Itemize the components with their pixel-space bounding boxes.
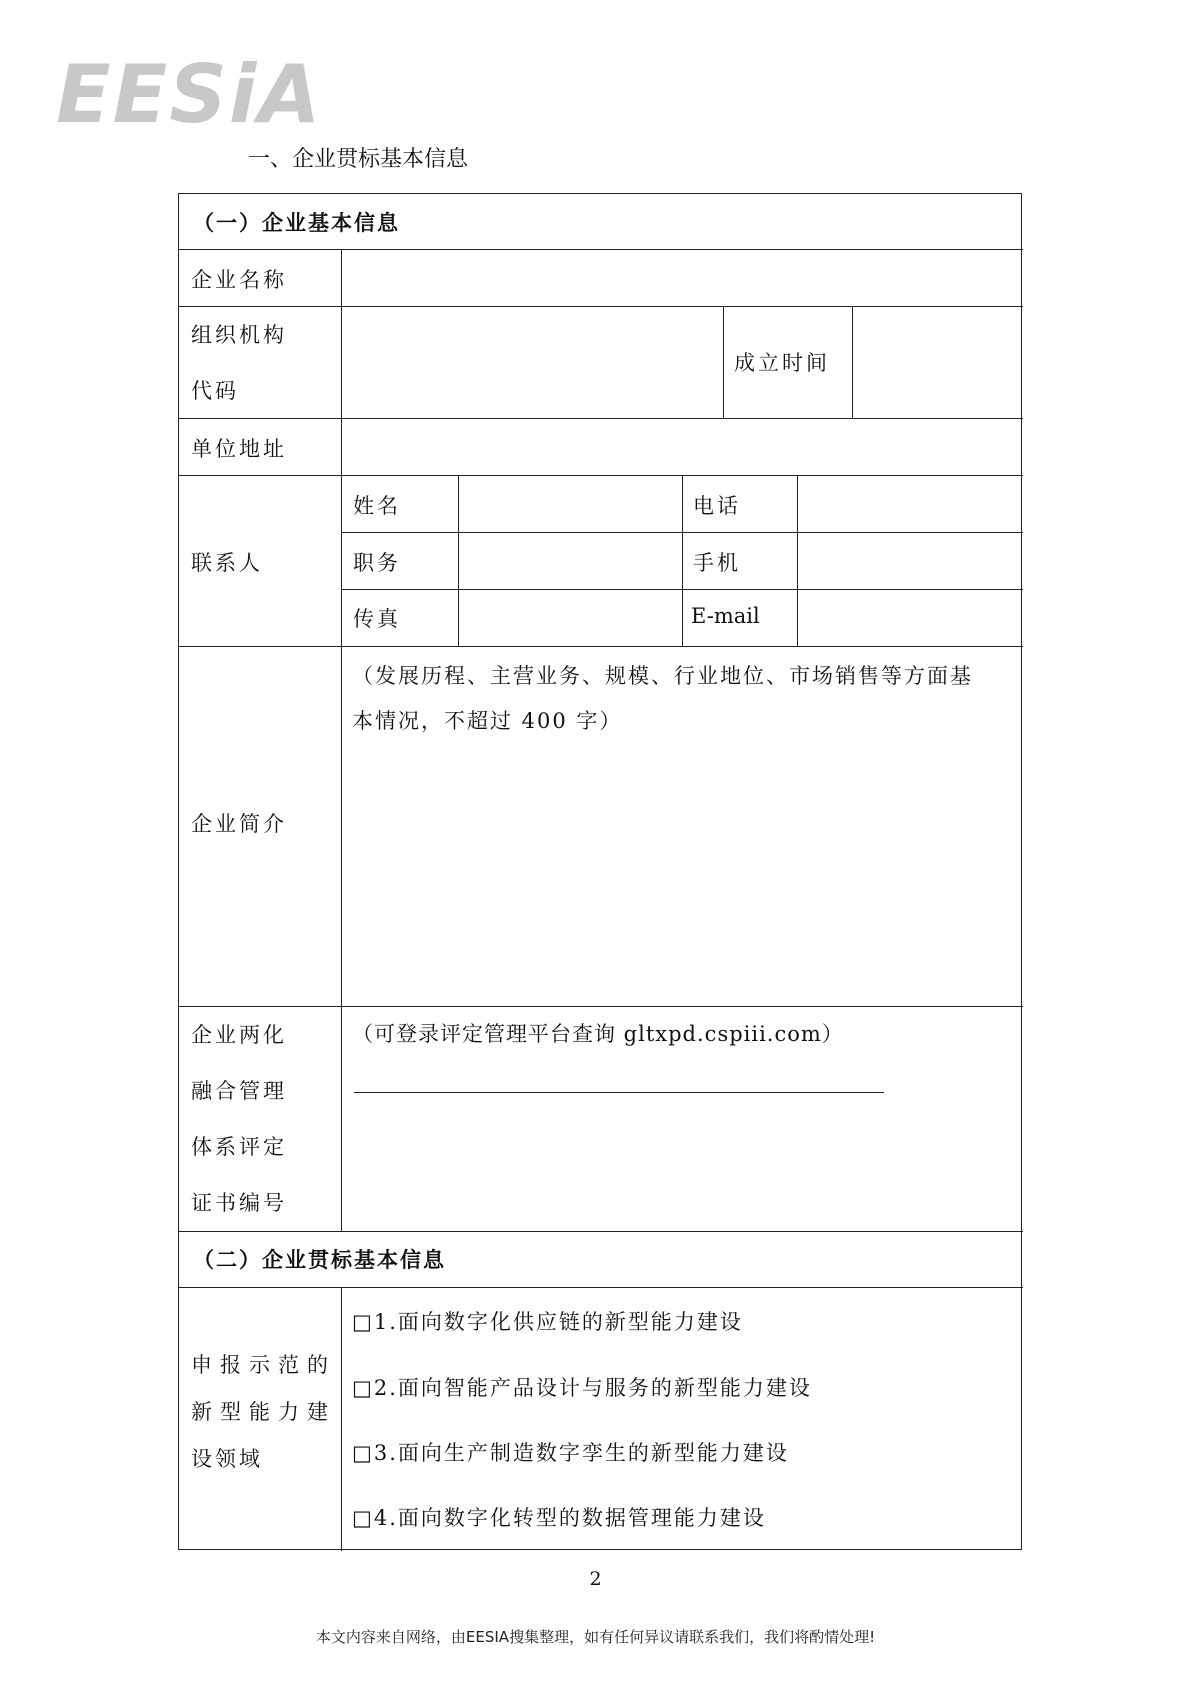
domain-label: 申报示范的 bbox=[191, 1353, 336, 1377]
cert-label-line4: 证书编号 bbox=[191, 1191, 287, 1215]
position-field[interactable] bbox=[460, 534, 680, 588]
domain-option-4[interactable]: □4.面向数字化转型的数据管理能力建设 bbox=[352, 1506, 766, 1530]
domain-option-1[interactable]: □1.面向数字化供应链的新型能力建设 bbox=[352, 1310, 743, 1334]
col-divider bbox=[341, 249, 342, 1231]
founded-label: 成立时间 bbox=[734, 351, 830, 375]
enterprise-info-form bbox=[178, 193, 1022, 1550]
name-field[interactable] bbox=[460, 477, 680, 531]
col-divider bbox=[723, 306, 724, 418]
cert-label: 企业两化 bbox=[191, 1023, 287, 1047]
row-divider bbox=[179, 1231, 1023, 1232]
org-code-label-cont: 代码 bbox=[191, 379, 239, 403]
row-divider bbox=[179, 1287, 1023, 1288]
founded-field[interactable] bbox=[854, 308, 1021, 416]
col-divider bbox=[797, 475, 798, 646]
col-divider bbox=[852, 306, 853, 418]
row-divider bbox=[179, 418, 1023, 419]
org-code-label: 组织机构 bbox=[191, 323, 287, 347]
section-title: 一、企业贯标基本信息 bbox=[248, 147, 469, 172]
domain-option-3[interactable]: □3.面向生产制造数字孪生的新型能力建设 bbox=[352, 1441, 789, 1465]
row-divider bbox=[179, 249, 1023, 250]
row-divider bbox=[179, 475, 1023, 476]
footer-note: 本文内容来自网络，由EESIA搜集整理，如有任何异议请联系我们，我们将酌情处理! bbox=[315, 1628, 876, 1646]
intro-hint-cont: 本情况，不超过 400 字） bbox=[352, 709, 623, 733]
company-name-field[interactable] bbox=[343, 251, 1021, 305]
row-divider bbox=[179, 1006, 1023, 1007]
intro-text-area[interactable] bbox=[343, 739, 1021, 1004]
domain-label-line2: 新型能力建 bbox=[191, 1400, 336, 1424]
intro-label: 企业简介 bbox=[191, 812, 287, 836]
cert-label-line2: 融合管理 bbox=[191, 1079, 287, 1103]
part2-header: （二）企业贯标基本信息 bbox=[193, 1247, 446, 1272]
contact-label: 联系人 bbox=[191, 551, 263, 575]
cert-hint: （可登录评定管理平台查询 gltxpd.cspiii.com） bbox=[352, 1022, 844, 1046]
mobile-field[interactable] bbox=[799, 534, 1021, 588]
mobile-label: 手机 bbox=[693, 551, 741, 575]
fax-field[interactable] bbox=[460, 591, 680, 645]
address-field[interactable] bbox=[343, 420, 1021, 474]
cert-number-blank[interactable] bbox=[354, 1092, 884, 1093]
watermark-logo: EESiA bbox=[56, 48, 323, 141]
row-divider bbox=[179, 306, 1023, 307]
email-field[interactable] bbox=[799, 591, 1021, 645]
domain-label-line3: 设领域 bbox=[191, 1447, 263, 1471]
intro-hint: （发展历程、主营业务、规模、行业地位、市场销售等方面基 bbox=[352, 664, 973, 688]
email-label: E-mail bbox=[691, 604, 760, 628]
name-label: 姓名 bbox=[353, 494, 401, 518]
company-name-label: 企业名称 bbox=[191, 268, 287, 292]
fax-label: 传真 bbox=[353, 607, 401, 631]
cert-label-line3: 体系评定 bbox=[191, 1135, 287, 1159]
col-divider bbox=[682, 475, 683, 646]
phone-field[interactable] bbox=[799, 477, 1021, 531]
position-label: 职务 bbox=[353, 551, 401, 575]
col-divider bbox=[341, 1287, 342, 1551]
col-divider bbox=[458, 475, 459, 646]
row-divider bbox=[179, 646, 1023, 647]
part1-header: （一）企业基本信息 bbox=[193, 210, 400, 235]
domain-option-2[interactable]: □2.面向智能产品设计与服务的新型能力建设 bbox=[352, 1376, 812, 1400]
phone-label: 电话 bbox=[693, 494, 741, 518]
address-label: 单位地址 bbox=[191, 437, 287, 461]
org-code-field[interactable] bbox=[343, 308, 721, 416]
page-number: 2 bbox=[589, 1568, 602, 1590]
